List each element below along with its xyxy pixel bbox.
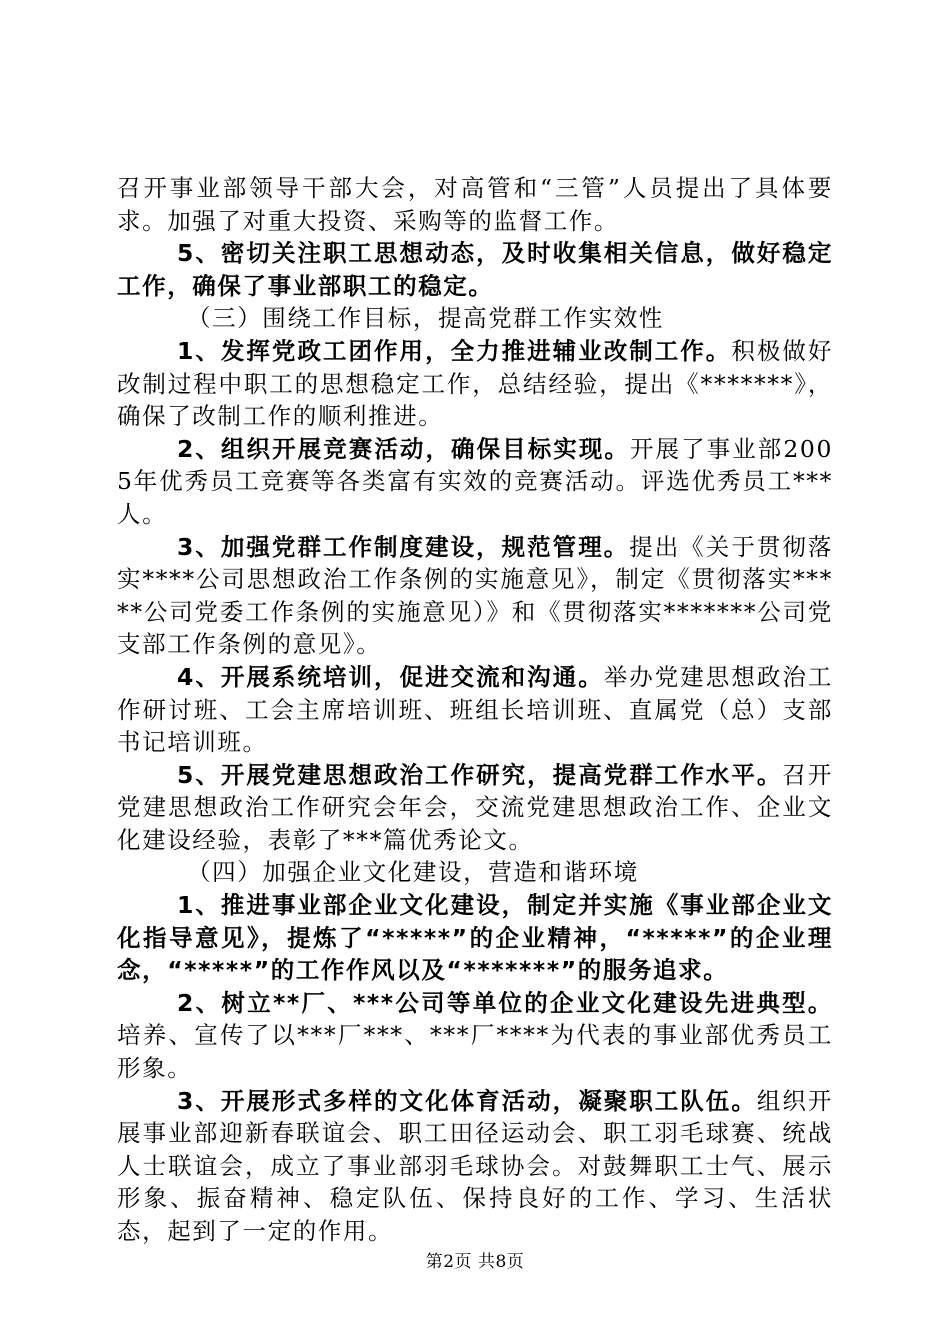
paragraph-text: 开展了事业部2005年优秀员工竞赛等各类富有实效的竞赛活动。评选优秀员工***人。 — [117, 434, 833, 528]
section-heading-3: （三）围绕工作目标，提高党群工作实效性 — [187, 304, 664, 333]
paragraph-text: 提出《关于贯彻落实****公司思想政治工作条例的实施意见》，制定《贯彻落实*****公司党委工作条例的实施意见）》和《贯彻落实*******公司党支部工作条例的意见》。 — [117, 532, 833, 659]
bold-lead: 5、开展党建思想政治工作研究，提高党群工作水平。 — [177, 760, 783, 789]
bold-lead: 3、加强党群工作制度建设，规范管理。 — [177, 532, 630, 561]
paragraph-0 — [117, 172, 833, 237]
paragraph-11 — [117, 1085, 833, 1248]
paragraph-text: 举办党建思想政治工作研讨班、工会主席培训班、班组长培训班、直属党（总）支部书记培训班。 — [117, 662, 833, 757]
paragraph-3 — [117, 335, 833, 433]
bold-lead: 5、密切关注职工思想动态，及时收集相关信息，做好稳定工作，确保了事业部职工的稳定。 — [117, 239, 833, 300]
paragraph-text: 组织开展事业部迎新春联谊会、职工田径运动会、职工羽毛球赛、统战人士联谊会，成立了事业部羽毛球协会。对鼓舞职工士气、展示形象、振奋精神、稳定队伍、保持良好的工作、学习、生活状态，起到了一定的作用。 — [117, 1086, 833, 1245]
paragraph-5 — [117, 531, 833, 661]
bold-lead: 1、发挥党政工团作用，全力推进辅业改制工作。 — [177, 336, 732, 365]
bold-lead: 2、组织开展竞赛活动，确保目标实现。 — [177, 434, 630, 463]
paragraph-text: 积极做好改制过程中职工的思想稳定工作，总结经验，提出《*******》，确保了改制工作的顺利推进。 — [117, 336, 833, 431]
section-heading-4: （四）加强企业文化建设，营造和谐环境 — [187, 858, 639, 887]
paragraph-text: 召开党建思想政治工作研究会年会，交流党建思想政治工作、企业文化建设经验，表彰了***篇优秀论文。 — [117, 760, 833, 854]
page-footer: 第2页 共8页 — [425, 1252, 525, 1272]
bold-lead: 4、开展系统培训，促进交流和沟通。 — [177, 662, 604, 691]
paragraph-text: 培养、宣传了以***厂***、***厂****为代表的事业部优秀员工形象。 — [117, 1021, 833, 1083]
paragraph-9 — [117, 889, 833, 987]
paragraph-text: 召开事业部领导干部大会，对高管和“三管”人员提出了具体要求。加强了对重大投资、采购等的监督工作。 — [117, 174, 833, 235]
bold-lead: 3、开展形式多样的文化体育活动，凝聚职工队伍。 — [177, 1086, 757, 1115]
paragraph-1 — [117, 237, 833, 302]
bold-lead: 1、推进事业部企业文化建设，制定并实施《事业部企业文化指导意见》，提炼了“*****”的企业精神，“*****”的企业理念，“*****”的工作作风以及“*******”的服务追求。 — [117, 891, 833, 985]
bold-lead: 2、树立**厂、***公司等单位的企业文化建设先进典型。 — [177, 988, 833, 1017]
paragraph-6 — [117, 661, 833, 759]
document-body — [117, 172, 833, 1248]
paragraph-10 — [117, 987, 833, 1085]
paragraph-4 — [117, 433, 833, 531]
paragraph-7 — [117, 759, 833, 857]
